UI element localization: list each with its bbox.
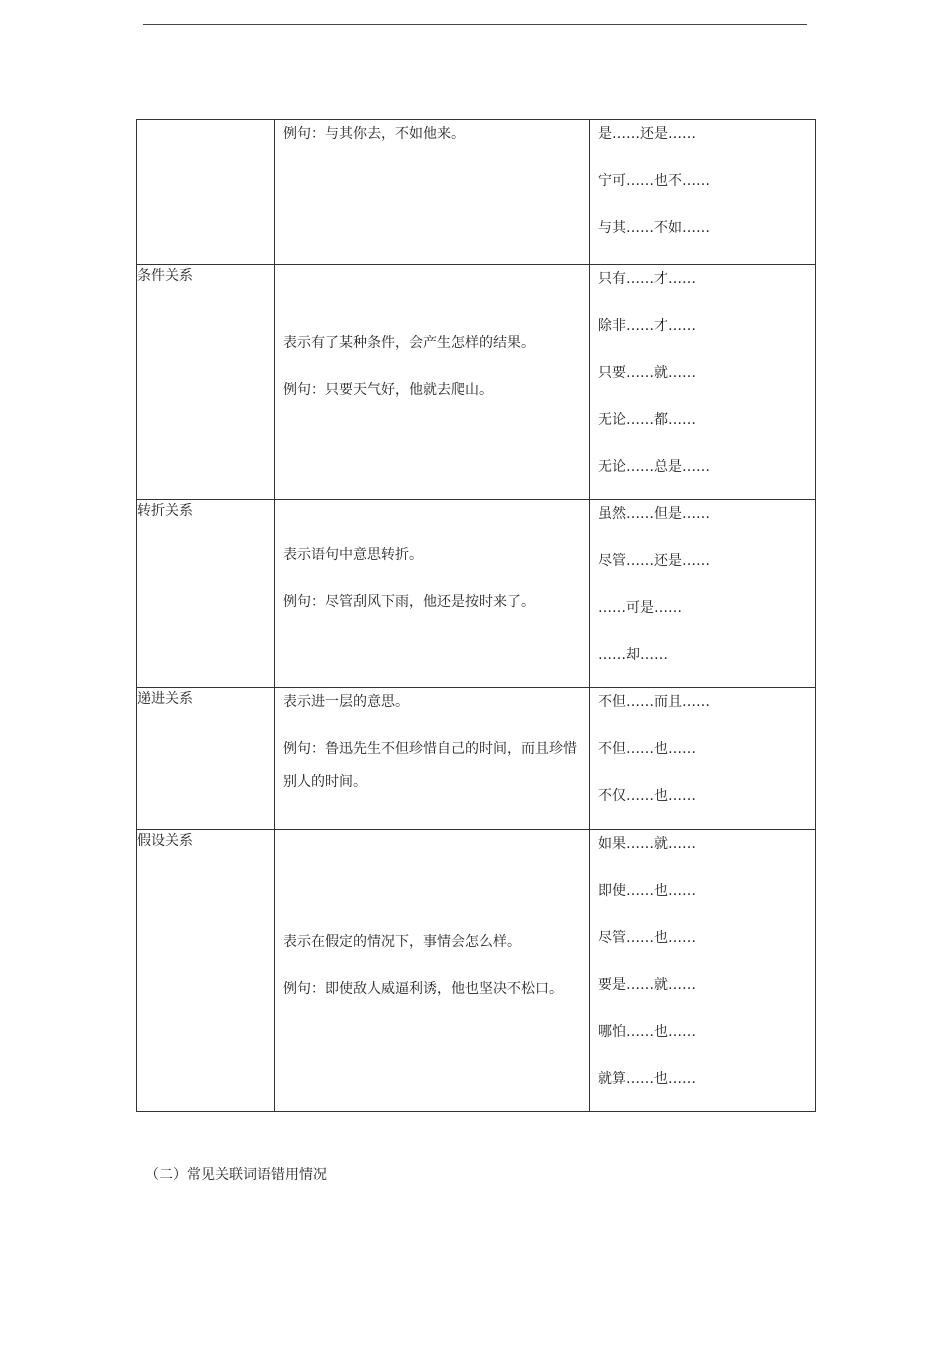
conjunction-pair: 就算……也…… bbox=[598, 1071, 696, 1087]
conjunction-cell bbox=[590, 265, 816, 500]
relation-cell bbox=[137, 120, 275, 265]
definition-text: 表示语句中意思转折。 bbox=[283, 546, 423, 563]
conjunction-pair: 无论……都…… bbox=[598, 412, 696, 428]
table-row bbox=[137, 500, 816, 688]
conjunction-pair: ……可是…… bbox=[598, 600, 682, 616]
definition-text: 表示进一层的意思。 bbox=[283, 694, 409, 710]
header-rule bbox=[143, 24, 807, 25]
table-row bbox=[137, 265, 816, 500]
description-cell bbox=[275, 500, 590, 688]
conjunction-pair: 如果……就…… bbox=[598, 836, 696, 852]
conjunction-cell bbox=[590, 120, 816, 265]
example-sentence: 例句：鲁迅先生不但珍惜自己的时间，而且珍惜别人的时间。 bbox=[283, 741, 577, 790]
conjunction-pair: 宁可……也不…… bbox=[598, 173, 710, 189]
conjunction-pair: 不但……也…… bbox=[598, 741, 696, 757]
relation-cell: 转折关系 bbox=[137, 500, 275, 688]
section-title: （二）常见关联词语错用情况 bbox=[145, 1167, 327, 1183]
conjunction-pair: 只有……才…… bbox=[598, 271, 696, 287]
conjunction-cell bbox=[590, 688, 816, 830]
example-sentence: 例句：尽管刮风下雨，他还是按时来了。 bbox=[283, 593, 535, 610]
description-cell bbox=[275, 265, 590, 500]
relation-cell: 递进关系 bbox=[137, 688, 275, 830]
conjunction-pair: 尽管……也…… bbox=[598, 930, 696, 946]
conjunction-pair: 即使……也…… bbox=[598, 883, 696, 899]
conjunction-cell bbox=[590, 830, 816, 1112]
example-sentence: 例句：只要天气好，他就去爬山。 bbox=[283, 382, 493, 398]
conjunction-pair: ……却…… bbox=[598, 647, 668, 663]
description-cell bbox=[275, 830, 590, 1112]
conjunction-pair: 尽管……还是…… bbox=[598, 553, 710, 569]
conjunction-pair: 哪怕……也…… bbox=[598, 1024, 696, 1040]
table-row bbox=[137, 688, 816, 830]
conjunction-pair: 与其……不如…… bbox=[598, 220, 710, 236]
conjunction-pair: 不仅……也…… bbox=[598, 788, 696, 804]
description-cell bbox=[275, 688, 590, 830]
description-cell bbox=[275, 120, 590, 265]
table-row bbox=[137, 830, 816, 1112]
conjunction-cell bbox=[590, 500, 816, 688]
conjunction-pair: 要是……就…… bbox=[598, 977, 696, 993]
conjunction-pair: 是……还是…… bbox=[598, 126, 696, 142]
definition-text: 表示有了某种条件，会产生怎样的结果。 bbox=[283, 335, 535, 351]
conjunction-pair: 除非……才…… bbox=[598, 318, 696, 334]
example-sentence: 例句：即使敌人威逼利诱，他也坚决不松口。 bbox=[283, 980, 563, 997]
relation-cell: 条件关系 bbox=[137, 265, 275, 500]
definition-text: 表示在假定的情况下，事情会怎么样。 bbox=[283, 933, 521, 950]
conjunction-pair: 只要……就…… bbox=[598, 365, 696, 381]
relation-cell: 假设关系 bbox=[137, 830, 275, 1112]
conjunction-pair: 不但……而且…… bbox=[598, 694, 710, 710]
conjunction-pair: 虽然……但是…… bbox=[598, 506, 710, 522]
conjunction-pair: 无论……总是…… bbox=[598, 459, 710, 475]
relation-table bbox=[136, 119, 816, 1112]
example-sentence: 例句：与其你去，不如他来。 bbox=[283, 126, 465, 142]
table-row bbox=[137, 120, 816, 265]
